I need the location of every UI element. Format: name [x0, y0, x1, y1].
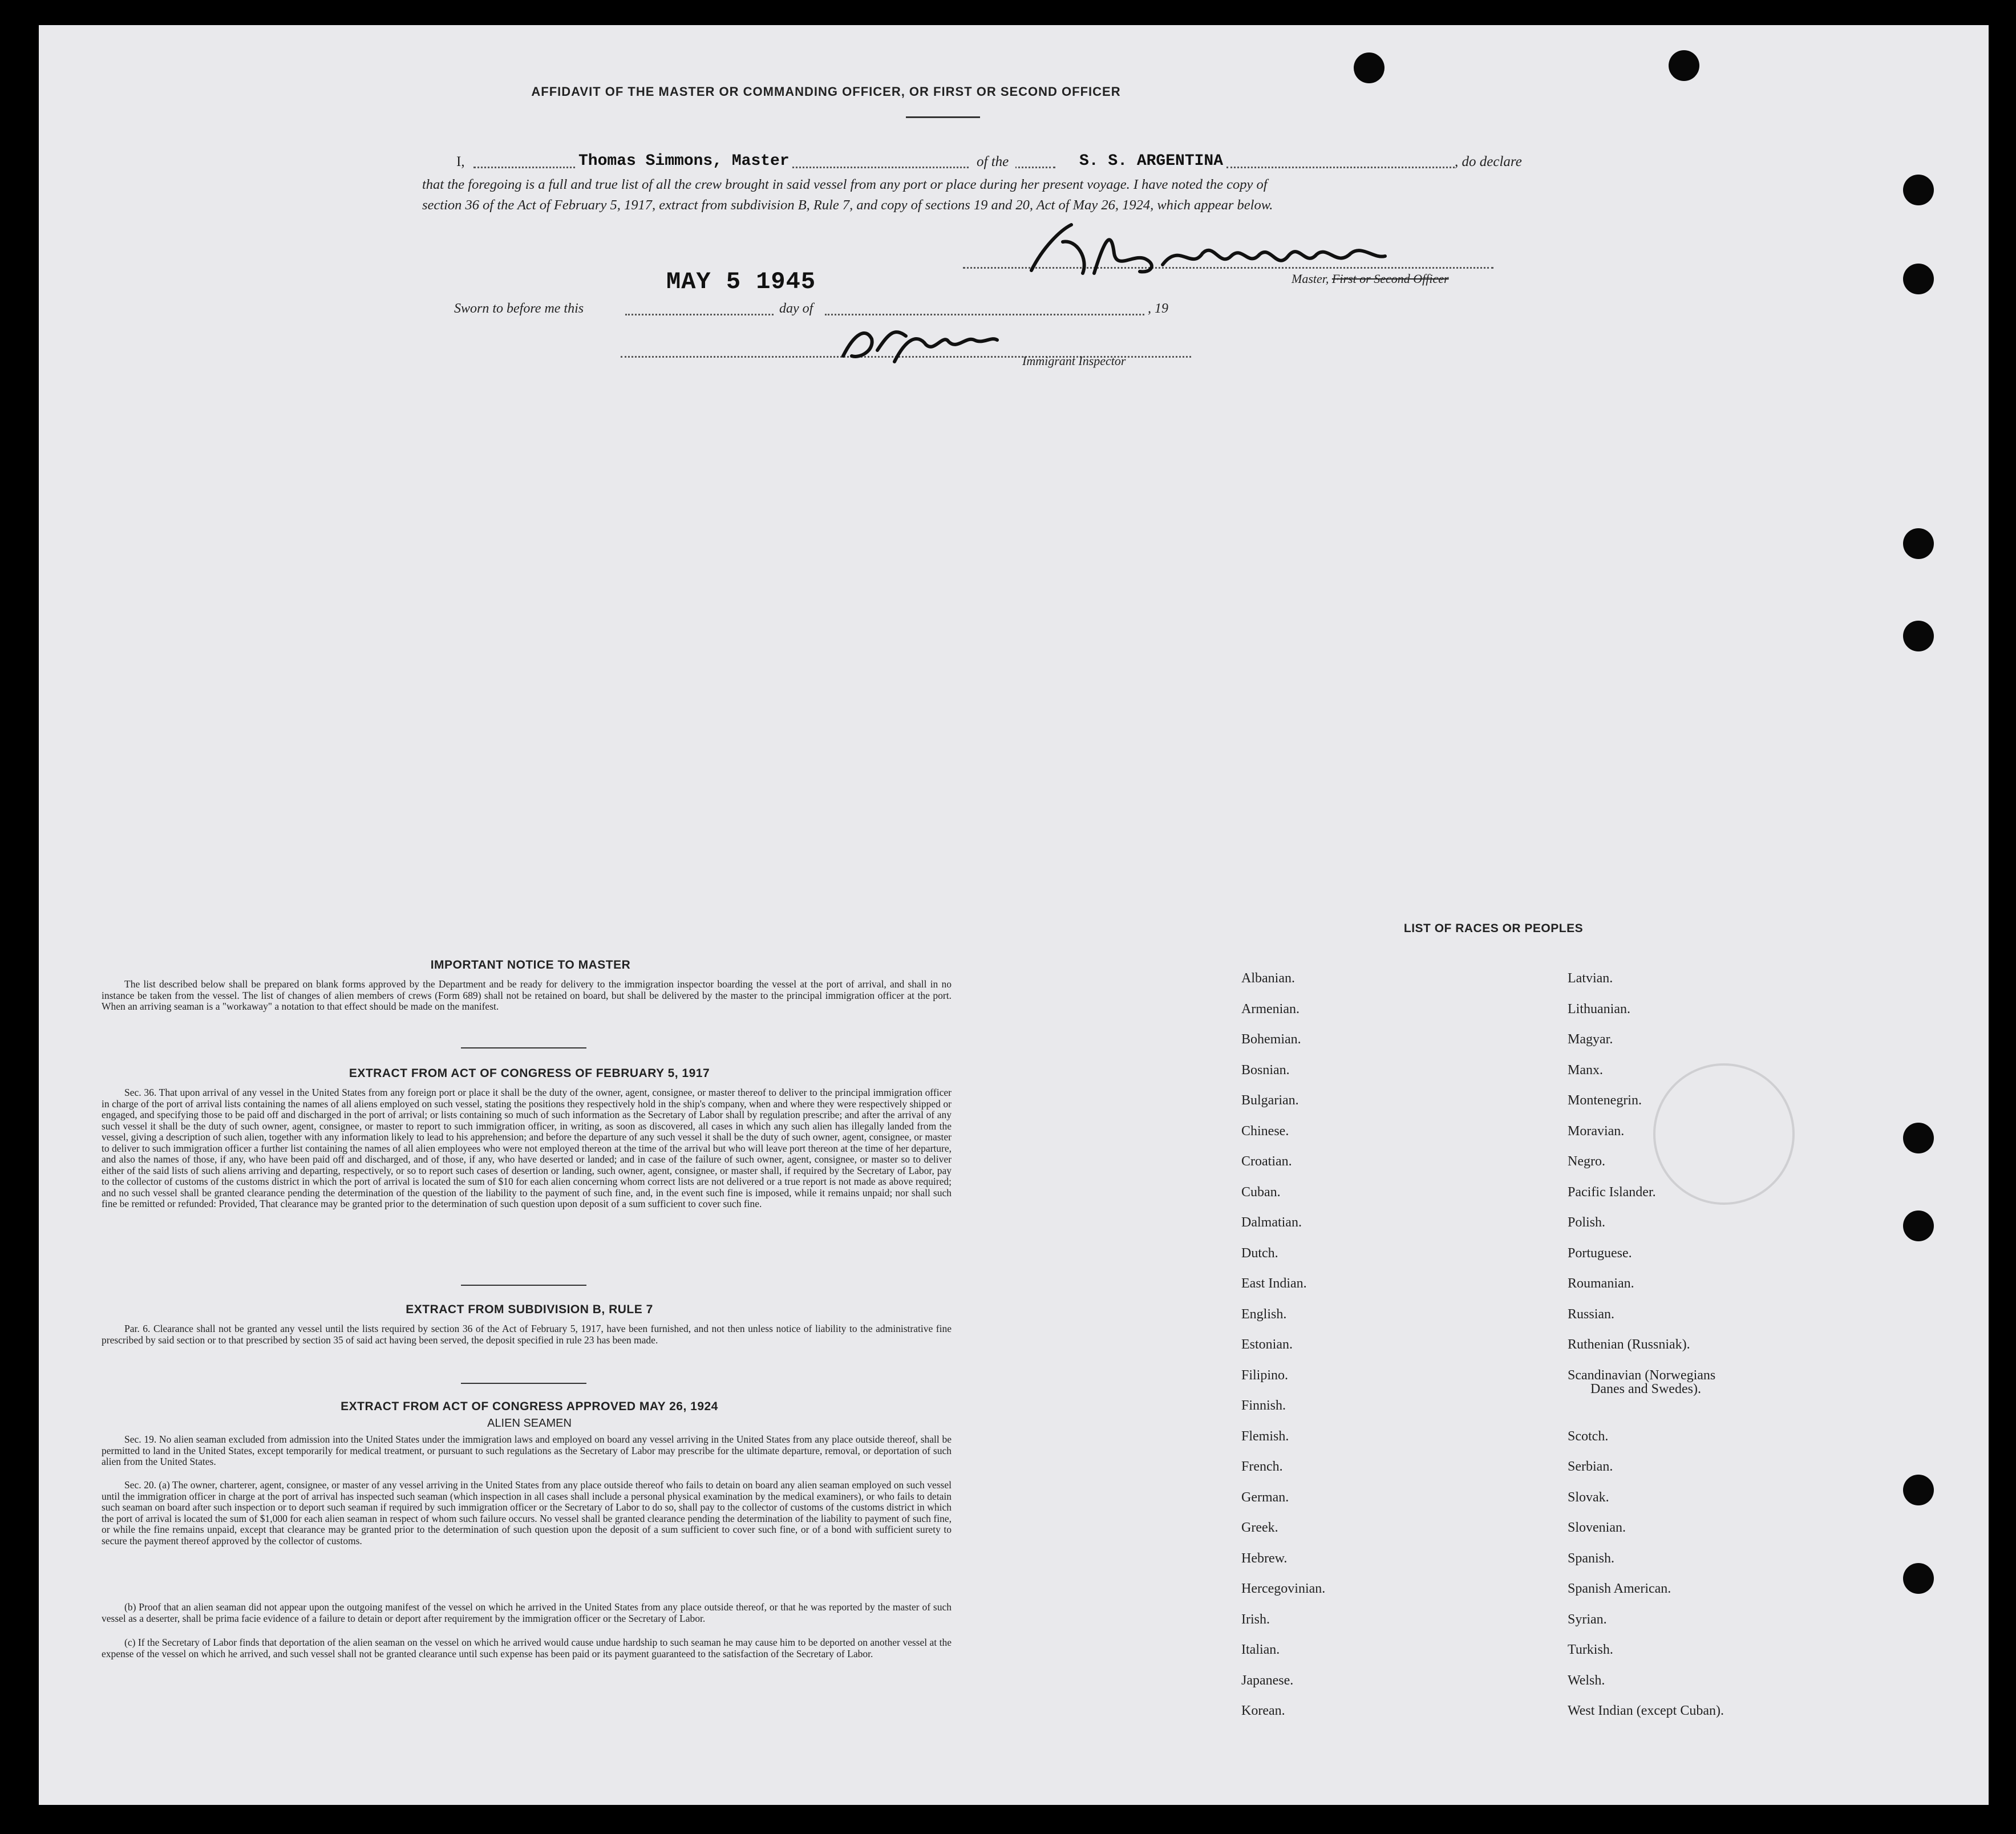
- race-item: Ruthenian (Russniak).: [1568, 1337, 1690, 1352]
- extract-1924-title: EXTRACT FROM ACT OF CONGRESS APPROVED MAY 26, 1924: [341, 1400, 718, 1413]
- divider: [461, 1047, 586, 1048]
- inspector-label: Immigrant Inspector: [1022, 354, 1126, 368]
- race-item: Portuguese.: [1568, 1245, 1632, 1261]
- extract-1924-subtitle: ALIEN SEAMEN: [487, 1417, 572, 1430]
- extract-1924-sec20a: Sec. 20. (a) The owner, charterer, agent, consignee, or master of any vessel arriving in the United States from any place outside thereof who fails to detain on board any alien seaman employed on such vessel until the immigration officer in charge at the port of arrival has inspected such seaman (which inspection in all cases shall include a personal physical examination by the medical examiners), or who fails to detain such seaman on board after such inspection or to deport such seaman if required by such immigration officer or the Secretary of Labor to do so, shall pay to the collector of customs of the customs district in which the port of arrival is located the sum of $1,000 for each alien seaman in respect of whom such failure occurs. No vessel shall be granted clearance pending the determination of the liability to payment of such fine, or while the fine remains unpaid, except that clearance may be granted prior to the determination of such question upon the deposit of a sum sufficient to cover such fine, or of a bond with sufficient surety to secure the payment thereof approved by the collector of customs.: [102, 1479, 952, 1546]
- extract-1917-title: EXTRACT FROM ACT OF CONGRESS OF FEBRUARY 5, 1917: [349, 1067, 710, 1080]
- race-item: Moravian.: [1568, 1123, 1625, 1139]
- race-item: Scandinavian (Norwegians: [1568, 1367, 1716, 1383]
- seal-stamp: [1653, 1063, 1795, 1205]
- master-name: Thomas Simmons, Master: [576, 152, 792, 170]
- year-label: , 19: [1148, 301, 1168, 316]
- race-item: Filipino.: [1241, 1367, 1289, 1383]
- races-column-1: [1241, 971, 1470, 1735]
- race-item: Welsh.: [1568, 1673, 1605, 1688]
- race-item: English.: [1241, 1306, 1287, 1322]
- notice-text: The list described below shall be prepared on blank forms approved by the Department and be ready for delivery to the immigration inspector boarding the vessel at the port of arrival, and shall in no instance be taken from the vessel. The list of changes of alien members of crews (Form 689) shall not be retained on board, but shall be delivered by the master to the principal immigration officer at the port. When an arriving seaman is a "workaway" a notation to that effect should be made on the manifest.: [102, 978, 952, 1012]
- officer-struck-label: First or Second Officer: [1331, 272, 1449, 286]
- race-item: Slovak.: [1568, 1489, 1609, 1505]
- vessel-leader: [1226, 167, 1455, 168]
- extract-1924-sec20c: (c) If the Secretary of Labor finds that deportation of the alien seaman on the vessel on which he arrived would cause undue hardship to such seaman he may cause him to be deported on another vessel at the expense of the vessel on which he arrived, and such vessel shall not be granted clearance until such expense has been paid or its payment guaranteed to the satisfaction of the Secretary of Labor.: [102, 1637, 952, 1659]
- declaration-line-3: section 36 of the Act of February 5, 1917, extract from subdivision B, Rule 7, and copy of sections 19 and 20, Act of May 26, 1924, which appear below.: [422, 197, 1273, 213]
- race-item: East Indian.: [1241, 1276, 1307, 1291]
- race-item: Bohemian.: [1241, 1032, 1301, 1047]
- extract-1924-sec20b: (b) Proof that an alien seaman did not appear upon the outgoing manifest of the vessel on which he arrived in the United States from any place outside thereof, or that he was reported by the master of such vessel as a deserter, shall be prima facie evidence of a failure to detain or deport after requirement by the immigration officer or the Secretary of Labor.: [102, 1601, 952, 1624]
- race-item: Polish.: [1568, 1215, 1606, 1230]
- master-label: Master,: [1292, 272, 1329, 286]
- divider: [461, 1285, 586, 1286]
- divider: [906, 116, 980, 118]
- document-page: [39, 25, 1989, 1805]
- punch-hole: [1903, 621, 1934, 651]
- race-item: Turkish.: [1568, 1642, 1613, 1657]
- race-item: Japanese.: [1241, 1673, 1294, 1688]
- subdivision-b-text: Par. 6. Clearance shall not be granted any vessel until the lists required by section 36 of the Act of February 5, 1917, have been furnished, and not then unless notice of liability to the administrative fine prescribed by said section or to that prescribed by section 35 of said act having been served, the deposit specified in rule 23 has been made.: [102, 1323, 952, 1346]
- race-item: West Indian (except Cuban).: [1568, 1703, 1724, 1718]
- race-item: Magyar.: [1568, 1032, 1613, 1047]
- race-item: Estonian.: [1241, 1337, 1293, 1352]
- race-item: Dutch.: [1241, 1245, 1278, 1261]
- race-item: Hercegovinian.: [1241, 1581, 1326, 1596]
- race-item: Latvian.: [1568, 971, 1613, 986]
- master-role-label: [1292, 272, 1449, 286]
- race-item: Serbian.: [1568, 1459, 1613, 1474]
- race-item: Bulgarian.: [1241, 1093, 1299, 1108]
- date-stamp: MAY 5 1945: [666, 268, 816, 295]
- sworn-label: Sworn to before me this: [454, 301, 584, 316]
- race-item: Roumanian.: [1568, 1276, 1634, 1291]
- race-item: Bosnian.: [1241, 1062, 1290, 1078]
- sworn-day-leader: [625, 314, 774, 315]
- of-the-label: of the: [970, 154, 1015, 170]
- race-item: Chinese.: [1241, 1123, 1289, 1139]
- punch-hole: [1903, 528, 1934, 559]
- divider: [461, 1383, 586, 1384]
- race-item: German.: [1241, 1489, 1289, 1505]
- declaration-line-1: [456, 154, 1540, 177]
- race-item: Cuban.: [1241, 1184, 1281, 1200]
- race-item: Italian.: [1241, 1642, 1280, 1657]
- race-item: Scotch.: [1568, 1428, 1609, 1444]
- race-item: Danes and Swedes).: [1590, 1381, 1701, 1396]
- vessel-name: S. S. ARGENTINA: [1077, 152, 1225, 170]
- race-item: Spanish American.: [1568, 1581, 1671, 1596]
- punch-hole: [1354, 52, 1385, 83]
- do-declare-label: , do declare: [1455, 154, 1522, 169]
- race-item: Albanian.: [1241, 971, 1295, 986]
- race-item: Flemish.: [1241, 1428, 1289, 1444]
- race-item: Greek.: [1241, 1520, 1278, 1535]
- race-item: Pacific Islander.: [1568, 1184, 1656, 1200]
- race-item: Dalmatian.: [1241, 1215, 1302, 1230]
- extract-1917-text: Sec. 36. That upon arrival of any vessel in the United States from any foreign port or place it shall be the duty of the owner, agent, consignee, or master thereof to deliver to the principal immigration officer in charge of the port of arrival lists containing the names of all aliens employed on such vessel, stating the positions they respectively hold in the ship's company, when and where they were respectively shipped or engaged, and specifying those to be paid off and discharged in the port of arrival; or lists containing so much of such information as the Secretary of Labor shall by regulation prescribe; and after the arrival of any such vessel it shall be the duty of such owner, agent, consignee, or master to report to such immigration officer, in writing, as soon as discovered, all cases in which any such alien has illegally landed from the vessel, giving a description of such alien, together with any information likely to lead to his apprehension; and before the departure of any such vessel it shall be the duty of such owner, agent, consignee, or master to deliver to such immigration officer a further list containing the names of all alien employees who were not employed thereon at the time of the arrival but who will leave port thereon at the time of her departure, and also the names of those, if any, who have been paid off and discharged, and of those, if any, who have deserted or landed; and in case of the failure of such owner, agent, consignee, or master so to deliver either of the said lists of such aliens arriving and departing, respectively, or so to report such cases of desertion or landing, such owner, agent, consignee, or master shall, if required by the Secretary of Labor, pay to the collector of customs of the customs district in which the port of arrival is located the sum of $10 for each alien concerning whom correct lists are not delivered or a true report is not made as above required; and no such vessel shall be granted clearance pending the determination of the question of the liability to the payment of such fine, and, in the event such fine is imposed, while it remains unpaid; nor shall such fine be remitted or refunded: Provided, That clearance may be granted prior to the determination of such question upon deposit of a sum sufficient to cover such fine.: [102, 1087, 952, 1209]
- punch-hole: [1903, 175, 1934, 205]
- race-item: Slovenian.: [1568, 1520, 1626, 1535]
- race-item: Montenegrin.: [1568, 1093, 1642, 1108]
- races-title: LIST OF RACES OR PEOPLES: [1403, 922, 1584, 935]
- subdivision-b-title: EXTRACT FROM SUBDIVISION B, RULE 7: [406, 1303, 653, 1316]
- race-item: Hebrew.: [1241, 1550, 1288, 1566]
- race-item: Irish.: [1241, 1612, 1270, 1627]
- race-item: Spanish.: [1568, 1550, 1615, 1566]
- affidavit-title: AFFIDAVIT OF THE MASTER OR COMMANDING OFFICER, OR FIRST OR SECOND OFFICER: [531, 84, 1121, 99]
- race-item: Korean.: [1241, 1703, 1285, 1718]
- notice-title: IMPORTANT NOTICE TO MASTER: [430, 958, 631, 971]
- race-item: Negro.: [1568, 1154, 1605, 1169]
- day-of-label: day of: [779, 301, 813, 316]
- race-item: Manx.: [1568, 1062, 1603, 1078]
- declaration-line-2: that the foregoing is a full and true list of all the crew brought in said vessel from any port or place during her present voyage. I have noted the copy of: [422, 177, 1268, 192]
- i-label: I,: [456, 154, 465, 169]
- inspector-signature: [826, 316, 1054, 367]
- race-item: French.: [1241, 1459, 1283, 1474]
- extract-1924-sec19: Sec. 19. No alien seaman excluded from admission into the United States under the immigration laws and employed on board any vessel arriving in the United States from any place outside thereof, shall be permitted to land in the United States, except temporarily for medical treatment, or pursuant to such regulations as the Secretary of Labor may prescribe for the ultimate departure, removal, or deportation of such alien from the United States.: [102, 1434, 952, 1467]
- race-item: Armenian.: [1241, 1001, 1300, 1017]
- race-item: Finnish.: [1241, 1398, 1286, 1413]
- race-item: Lithuanian.: [1568, 1001, 1630, 1017]
- race-item: Syrian.: [1568, 1612, 1607, 1627]
- race-item: Russian.: [1568, 1306, 1615, 1322]
- race-item: Croatian.: [1241, 1154, 1292, 1169]
- punch-hole: [1903, 264, 1934, 294]
- sworn-month-leader: [825, 314, 1144, 315]
- punch-hole: [1669, 50, 1699, 81]
